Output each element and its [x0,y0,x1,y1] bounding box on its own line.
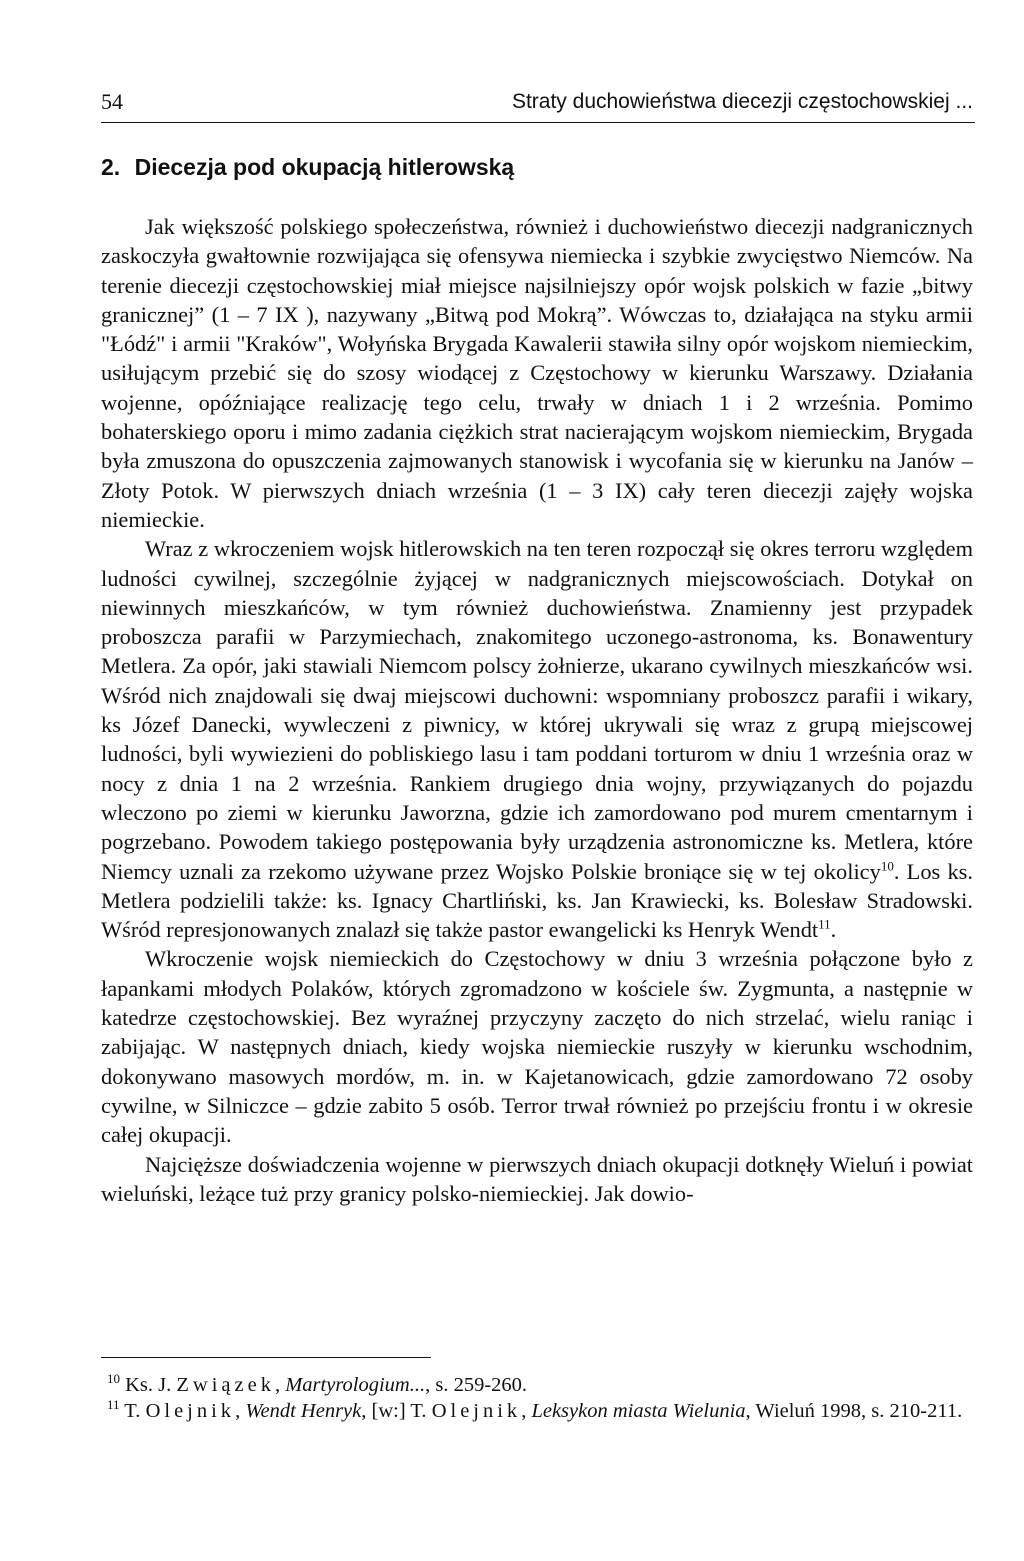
paragraph-3: Wkroczenie wojsk niemieckich do Częstochowy w dniu 3 września połączone było z łapankami młodych Polaków, których zgromadzono w kościele św. Zygmunta, a następnie w katedrze częstochowskiej. Bez wyraźnej przyczyny zaczęto do nich strzelać, wielu raniąc i zabijając. W następnych dniach, kiedy wojska niemieckie ruszyły w kierunku wschodnim, dokonywano masowych mordów, m. in. w Kajetanowicach, gdzie zamordowano 72 osoby cywilne, w Silniczce – gdzie zabito 5 osób. Terror trwał również po przejściu frontu i w okresie całej okupacji. [101,946,973,1148]
footnote-number-10: 10 [107,1371,120,1387]
section-heading [101,152,514,182]
running-head [101,88,975,123]
footnote-11-rest: , Wieluń 1998, s. 210-211. [745,1400,963,1422]
footnote-10-author: Związek [176,1374,275,1396]
footnote-11-sep: , [235,1400,246,1422]
footnote-10-title: Martyrologium... [285,1374,426,1396]
section-number: 2. [101,154,121,180]
paragraph-2-continuation: . Los ks. Metlera podzielili także: ks. Ignacy Chartliński, ks. Jan Krawiecki, ks. Bolesław Stradowski. Wśród represjonowanych znalazł się także pastor ewangelicki ks Henryk Wendt [101,858,973,943]
body-text [101,212,973,1208]
paragraph-2-end: . [830,917,837,943]
paragraph-4: Najcięższe doświadczenia wojenne w pierwszych dniach okupacji dotknęły Wieluń i powiat wieluński, leżące tuż przy granicy polsko-niemieckiej. Jak dowio- [101,1151,973,1206]
footnote-11-author: Olejnik [145,1400,236,1422]
footnote-10 [101,1372,973,1398]
section-title: Diecezja pod okupacją hitlerowską [134,154,515,180]
paragraph-1: Jak większość polskiego społeczeństwa, również i duchowieństwo diecezji nadgranicznych zaskoczyła gwałtownie rozwijająca się ofensywa niemiecka i szybkie zwycięstwo Niemców. Na terenie diecezji częstochowskiej miał miejsce najsilniejszy opór wojsk polskich w fazie „bitwy granicznej” (1 – 7 IX ), nazywany „Bitwą pod Mokrą”. Wówczas to, działająca na styku armii "Łódź" i armii "Kraków", Wołyńska Brygada Kawalerii stawiła silny opór wojskom niemieckim, usiłującym przebić się do szosy wiodącej z Częstochowy w kierunku Warszawy. Działania wojenne, opóźniające realizację tego celu, trwały w dniach 1 i 2 września. Pomimo bohaterskiego oporu i mimo zadania ciężkich strat nacierającym wojskom niemieckim, Brygada była zmuszona do opuszczenia zajmowanych stanowisk i wycofania się w kierunku na Janów – Złoty Potok. W pierwszych dniach września (1 – 3 IX) cały teren diecezji zajęły wojska niemieckie. [101,214,973,532]
footnote-10-sep: , [274,1374,286,1396]
paragraph-2 [101,534,973,944]
footnote-11-prefix: T. [124,1400,146,1422]
footnote-11-author-2: Olejnik [431,1400,522,1422]
footnote-10-rest: , s. 259-260. [425,1374,528,1396]
footnote-number-11: 11 [107,1397,120,1413]
footnote-ref-11[interactable]: 11 [818,916,831,932]
paragraph-2-text: Wraz z wkroczeniem wojsk hitlerowskich na ten teren rozpoczął się okres terroru względem ludności cywilnej, szczególnie żyjącej w nadgranicznych miejscowościach. Dotykał on niewinnych mieszkańców, w tym również duchowieństwa. Znamienny jest przypadek proboszcza parafii w Parzymiechach, znakomitego uczonego-astronoma, ks. Bonawentury Metlera. Za opór, jaki stawiali Niemcom polscy żołnierze, ukarano cywilnych mieszkańców wsi. Wśród nich znajdowali się dwaj miejscowi duchowni: wspomniany proboszcz parafii i wikary, ks Józef Danecki, wywleczeni z piwnicy, w której ukrywali się wraz z grupą miejscowej ludności, byli wywiezieni do pobliskiego lasu i tam poddani torturom w dniu 1 września oraz w nocy z dnia 1 na 2 września. Rankiem drugiego dnia wojny, przywiązanych do pojazdu wleczono po ziemi w kierunku Jaworzna, gdzie ich zamordowano pod murem cmentarnym i pogrzebano. Powodem takiego postępowania były urządzenia astronomiczne ks. Metlera, które Niemcy uznali za rzekomo używane przez Wojsko Polskie broniące się w tej okolicy [101,536,973,884]
footnote-ref-10[interactable]: 10 [880,858,894,874]
running-title: Straty duchowieństwa diecezji częstochowskiej ... [511,90,973,113]
footnote-11-mid: , [w:] T. [361,1400,432,1422]
footnote-divider [101,1357,431,1358]
footnote-11-sep-2: , [521,1400,532,1422]
page-number: 54 [101,89,123,114]
footnote-11-title: Wendt Henryk [245,1400,362,1422]
footnote-10-prefix: Ks. J. [125,1374,177,1396]
footnote-11 [101,1398,973,1424]
footnotes [101,1357,973,1424]
footnote-11-title-2: Leksykon miasta Wielunia [531,1400,746,1422]
